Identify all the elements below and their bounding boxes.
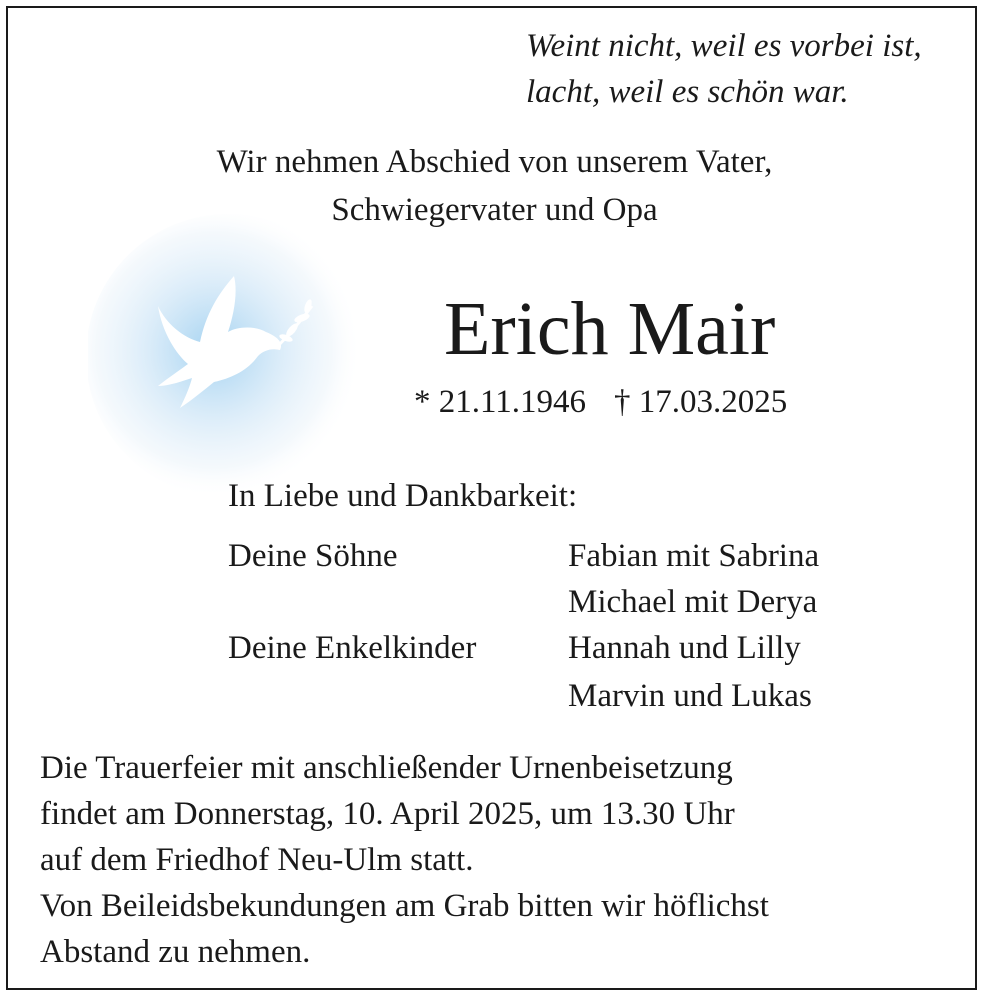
birth-date: * 21.11.1946: [414, 384, 587, 420]
quote-line-1: Weint nicht, weil es vorbei ist,: [526, 28, 922, 64]
funeral-line: Die Trauerfeier mit anschließender Urnenbeisetzung: [40, 750, 733, 786]
funeral-line: Abstand zu nehmen.: [40, 934, 311, 970]
intro-line-2: Schwiegervater und Opa: [331, 192, 658, 228]
mourner-name: Fabian mit Sabrina: [568, 538, 820, 574]
intro-line-1: Wir nehmen Abschied von unserem Vater,: [216, 144, 773, 180]
relation-grandchildren: Deine Enkelkinder: [228, 630, 477, 666]
death-date: † 17.03.2025: [614, 384, 788, 420]
dove-icon: [88, 214, 378, 504]
relation-sons: Deine Söhne: [228, 538, 398, 574]
mourner-name: Michael mit Derya: [568, 584, 818, 620]
mourners-heading: In Liebe und Dankbarkeit:: [228, 478, 578, 514]
deceased-name: Erich Mair: [444, 287, 776, 371]
funeral-line: Von Beileidsbekundungen am Grab bitten wir höflichst: [40, 888, 769, 924]
mourner-name: Marvin und Lukas: [568, 678, 812, 714]
funeral-line: findet am Donnerstag, 10. April 2025, um 13.30 Uhr: [40, 796, 735, 832]
quote-line-2: lacht, weil es schön war.: [526, 74, 849, 110]
life-dates: [414, 380, 787, 424]
funeral-line: auf dem Friedhof Neu-Ulm statt.: [40, 842, 474, 878]
mourner-name: Hannah und Lilly: [568, 630, 801, 666]
